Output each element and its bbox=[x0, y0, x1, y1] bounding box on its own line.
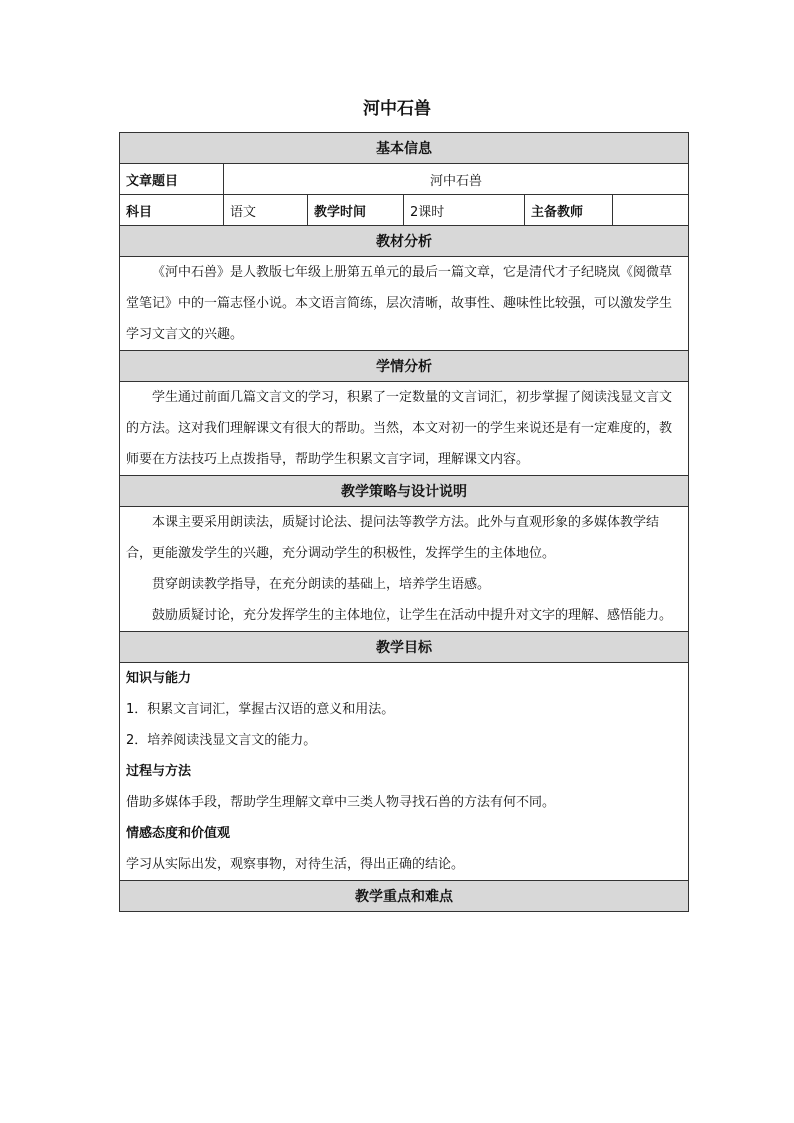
article-title-value: 河中石兽 bbox=[224, 164, 689, 195]
teaching-time-value: 2课时 bbox=[404, 195, 525, 226]
goal-process-item-1: 借助多媒体手段，帮助学生理解文章中三类人物寻找石兽的方法有何不同。 bbox=[126, 795, 556, 810]
goal-emotion-title: 情感态度和价值观 bbox=[126, 826, 231, 841]
section-header-basic: 基本信息 bbox=[120, 133, 689, 164]
strategy-paragraph-3: 鼓励质疑讨论，充分发挥学生的主体地位，让学生在活动中提升对文字的理解、感悟能力。 bbox=[152, 608, 673, 623]
section-header-keypoints: 教学重点和难点 bbox=[120, 881, 689, 912]
goal-process-title: 过程与方法 bbox=[126, 764, 192, 779]
subject-label: 科目 bbox=[120, 195, 224, 226]
strategy-paragraph-2: 贯穿朗读教学指导，在充分朗读的基础上，培养学生语感。 bbox=[152, 577, 491, 592]
material-analysis-cell bbox=[120, 257, 689, 351]
lead-teacher-value bbox=[613, 195, 689, 226]
goal-emotion-item-1: 学习从实际出发，观察事物，对待生活，得出正确的结论。 bbox=[126, 857, 465, 872]
subject-value: 语文 bbox=[224, 195, 308, 226]
material-analysis-text: 《河中石兽》是人教版七年级上册第五单元的最后一篇文章，它是清代才子纪晓岚《阅微草堂笔记》中的一篇志怪小说。本文语言简练，层次清晰，故事性、趣味性比较强，可以激发学生学习文言文的兴趣。 bbox=[126, 265, 673, 342]
student-analysis-text: 学生通过前面几篇文言文的学习，积累了一定数量的文言词汇，初步掌握了阅读浅显文言文的方法。这对我们理解课文有很大的帮助。当然，本文对初一的学生来说还是有一定难度的，教师要在方法技巧上点拨指导，帮助学生积累文言字词，理解课文内容。 bbox=[126, 390, 673, 467]
goal-knowledge-item-1: 1．积累文言词汇，掌握古汉语的意义和用法。 bbox=[126, 702, 395, 717]
goals-cell bbox=[120, 663, 689, 881]
lesson-plan-table bbox=[119, 132, 689, 912]
teaching-time-label: 教学时间 bbox=[308, 195, 404, 226]
goal-knowledge-title: 知识与能力 bbox=[126, 671, 192, 686]
student-analysis-cell bbox=[120, 382, 689, 476]
strategy-cell bbox=[120, 507, 689, 632]
section-header-strategy: 教学策略与设计说明 bbox=[120, 476, 689, 507]
goal-knowledge-item-2: 2．培养阅读浅显文言文的能力。 bbox=[126, 733, 317, 748]
strategy-paragraph-1: 本课主要采用朗读法，质疑讨论法、提问法等教学方法。此外与直观形象的多媒体教学结合，更能激发学生的兴趣，充分调动学生的积极性，发挥学生的主体地位。 bbox=[126, 515, 660, 561]
lead-teacher-label: 主备教师 bbox=[525, 195, 613, 226]
page-title: 河中石兽 bbox=[363, 99, 431, 119]
section-header-goals: 教学目标 bbox=[120, 632, 689, 663]
article-title-label: 文章题目 bbox=[120, 164, 224, 195]
section-header-material: 教材分析 bbox=[120, 226, 689, 257]
section-header-students: 学情分析 bbox=[120, 351, 689, 382]
